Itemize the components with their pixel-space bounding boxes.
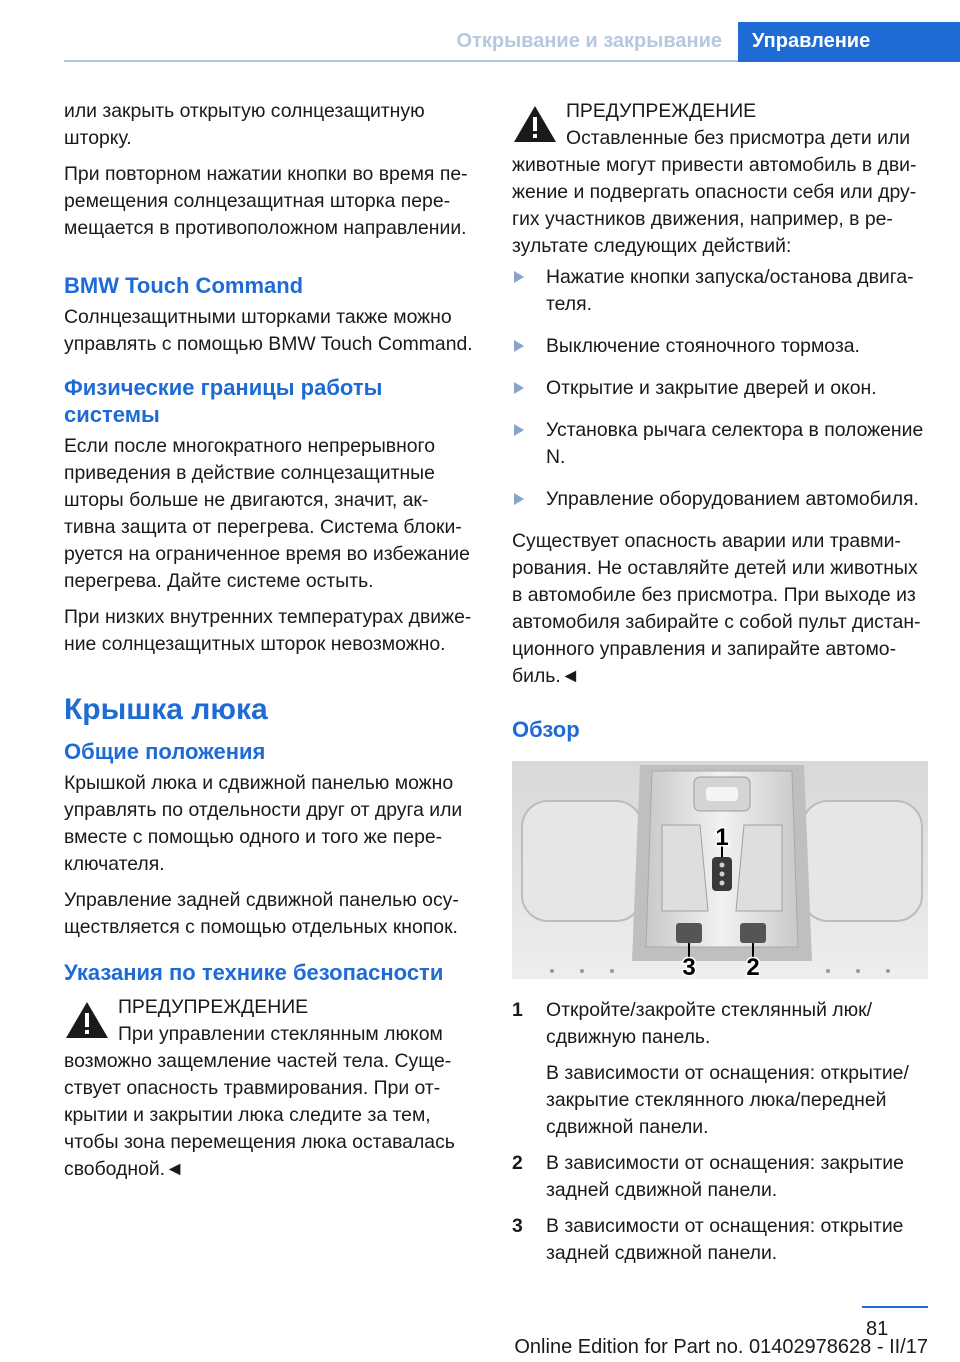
warning-text: При управлении стеклянным люком возможно защемление частей тела. Суще‐ствует опасность травмирования. При от‐крытии и закрытии люка следите за тем, чтобы зона перемещения люка оставалась свободной.◄ bbox=[64, 1023, 455, 1180]
heading-overview: Обзор bbox=[512, 717, 580, 742]
paragraph: или закрыть открытую солнцезащитную шторку. bbox=[64, 100, 425, 149]
list-item: Открытие и закрытие дверей и окон. bbox=[512, 375, 928, 402]
warning-block bbox=[64, 994, 476, 1183]
overhead-console-figure bbox=[512, 761, 928, 979]
legend-item bbox=[512, 1150, 928, 1204]
warning-triangle-icon bbox=[512, 104, 558, 144]
legend-number: 1 bbox=[512, 999, 523, 1021]
list-item: Выключение стояночного тормоза. bbox=[512, 333, 928, 360]
list-item: Управление оборудованием автомобиля. bbox=[512, 486, 928, 513]
page-number: 81 bbox=[866, 1318, 889, 1340]
legend-number: 3 bbox=[512, 1215, 523, 1237]
bullet-triangle-icon bbox=[514, 271, 524, 283]
figure-legend bbox=[512, 997, 928, 1267]
left-column bbox=[64, 98, 476, 1183]
paragraph: Если после многократного непрерывного приведения в действие солнцезащитные шторы больше не двигаются, значит, ак‐тивна защита от перегрева. Система блоки‐руется на ограниченное время во избежание перегрева. Дайте системе остыть. bbox=[64, 435, 470, 592]
bullet-triangle-icon bbox=[514, 340, 524, 352]
legend-text: В зависимости от оснащения: открытие задней сдвижной панели. bbox=[546, 1215, 904, 1264]
heading-safety: Указания по технике безопасности bbox=[64, 960, 444, 985]
overhead-console-illustration bbox=[512, 761, 928, 979]
edition-footer: Online Edition for Part no. 01402978628 - II/17 bbox=[514, 1336, 928, 1358]
paragraph: При повторном нажатии кнопки во время пе‐ремещения солнцезащитная шторка пере‐мещается в противоположном направлении. bbox=[64, 163, 468, 239]
legend-text: Откройте/закройте стеклянный люк/ сдвижную панель. bbox=[546, 999, 873, 1048]
paragraph: Существует опасность аварии или травми‐рования. Не оставляйте детей или животных в автомобиле без присмотра. При выходе из автомобиля забирайте с собой пульт дистан‐ционного управления и запирайте автомо‐биль.◄ bbox=[512, 530, 921, 687]
paragraph: При низких внутренних температурах движе‐ние солнцезащитных шторок невозможно. bbox=[64, 606, 472, 655]
bullet-list bbox=[512, 264, 928, 513]
legend-subtext: В зависимости от оснащения: открытие/ закрытие стеклянного люка/передней сдвижной панели. bbox=[546, 1062, 909, 1138]
heading-physical-limits: Физические границы работы системы bbox=[64, 375, 383, 427]
list-item: Нажатие кнопки запуска/останова двига‐теля. bbox=[512, 264, 928, 318]
paragraph: Солнцезащитными шторками также можно управлять с помощью BMW Touch Command. bbox=[64, 306, 473, 355]
paragraph: Крышкой люка и сдвижной панелью можно управлять по отдельности друг от друга или вместе с помощью одного и того же пере‐ключателя. bbox=[64, 772, 463, 875]
figure-label-3: 3 bbox=[682, 954, 696, 979]
warning-label: ПРЕДУПРЕЖДЕНИЕ bbox=[566, 100, 757, 122]
legend-item bbox=[512, 1213, 928, 1267]
right-column bbox=[512, 98, 928, 1276]
figure-label-2: 2 bbox=[746, 954, 760, 979]
heading-bmw-touch-command: BMW Touch Command bbox=[64, 273, 304, 298]
legend-text: В зависимости от оснащения: закрытие задней сдвижной панели. bbox=[546, 1152, 904, 1201]
footer-rule bbox=[862, 1306, 928, 1308]
page-header bbox=[0, 0, 960, 62]
header-chapter-tab[interactable]: Управление bbox=[738, 22, 960, 62]
legend-item bbox=[512, 997, 928, 1141]
bullet-triangle-icon bbox=[514, 382, 524, 394]
warning-block bbox=[512, 98, 928, 260]
header-rule bbox=[64, 60, 738, 62]
warning-text: Оставленные без присмотра дети или животные могут привести автомобиль в дви‐жение и подвергать опасности себя или дру‐гих участников движения, например, в ре‐зультате следующих действий: bbox=[512, 127, 917, 257]
figure-label-1: 1 bbox=[715, 824, 729, 851]
legend-number: 2 bbox=[512, 1152, 523, 1174]
paragraph: Управление задней сдвижной панелью осу‐ществляется с помощью отдельных кнопок. bbox=[64, 889, 459, 938]
warning-label: ПРЕДУПРЕЖДЕНИЕ bbox=[118, 996, 309, 1018]
heading-sunroof: Крышка люка bbox=[64, 693, 268, 726]
bullet-triangle-icon bbox=[514, 424, 524, 436]
heading-general: Общие положения bbox=[64, 739, 266, 764]
warning-triangle-icon bbox=[64, 1000, 110, 1040]
header-section-title: Открывание и закрывание bbox=[456, 30, 722, 52]
bullet-triangle-icon bbox=[514, 493, 524, 505]
list-item: Установка рычага селектора в положение N. bbox=[512, 417, 928, 471]
